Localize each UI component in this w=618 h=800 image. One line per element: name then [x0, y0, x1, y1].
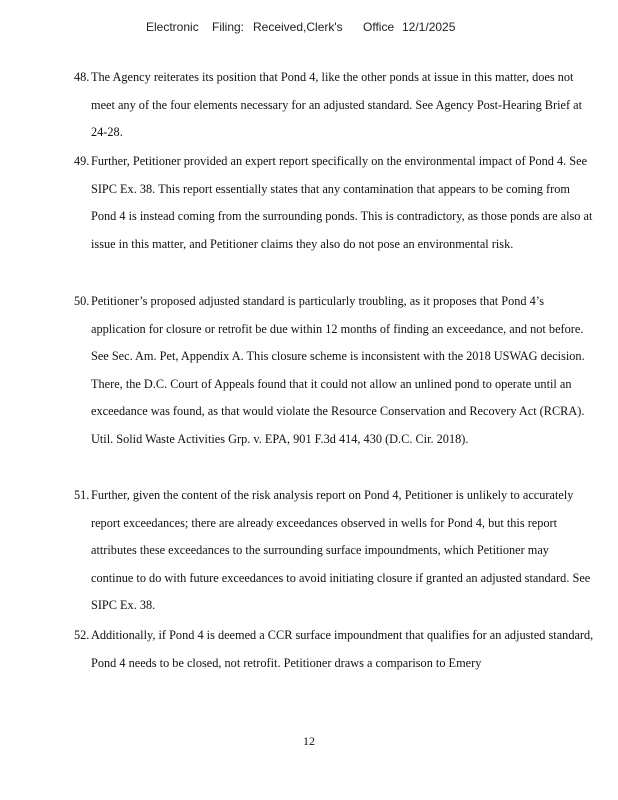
- paragraph-text: Additionally, if Pond 4 is deemed a CCR surface impoundment that qualifies for an adjusted standard, Pond 4 needs to be closed, not retrofit. Petitioner draws a comparison to Emery: [91, 628, 594, 670]
- paragraph-48: [74, 64, 594, 147]
- paragraph-text: Further, given the content of the risk analysis report on Pond 4, Petitioner is unlikely to accurately report exceedances; there are already exceedances observed in wells for Pond 4, but this report attributes these exceedances to the surrounding surface impoundments, which Petitioner may continue to do with future exceedances to avoid initiating closure if granted an adjusted standard. See SIPC Ex. 38.: [91, 488, 591, 613]
- paragraph-number: 51.: [74, 488, 90, 502]
- paragraph-text: Further, Petitioner provided an expert report specifically on the environmental impact of Pond 4. See SIPC Ex. 38. This report essentially states that any contamination that appears to be coming from Pond 4 is instead coming from the surrounding ponds. This is contradictory, as those ponds are also at issue in this matter, and Petitioner claims they also do not pose an environmental risk.: [91, 154, 593, 251]
- header-received: Received,Clerk's: [253, 20, 343, 34]
- paragraph-text: Petitioner’s proposed adjusted standard is particularly troubling, as it proposes that Pond 4’s application for closure or retrofit be due within 12 months of finding an exceedance, and not before. See Sec. Am. Pet, Appendix A. This closure scheme is inconsistent with the 2018 USWAG decision. There, the D.C. Court of Appeals found that it could not allow an unlined pond to operate until an exceedance was found, as that would violate the Resource Conservation and Recovery Act (RCRA). Util. Solid Waste Activities Grp. v. EPA, 901 F.3d 414, 430 (D.C. Cir. 2018).: [91, 294, 585, 446]
- paragraph-50: [74, 288, 594, 454]
- paragraph-51: [74, 482, 594, 620]
- paragraph-text: The Agency reiterates its position that Pond 4, like the other ponds at issue in this matter, does not meet any of the four elements necessary for an adjusted standard. See Agency Post-Hearing Brief at 24-28.: [91, 70, 583, 140]
- page-number: 12: [303, 734, 315, 748]
- paragraph-number: 48.: [74, 70, 90, 84]
- paragraph-number: 50.: [74, 294, 90, 308]
- header-filing: Filing:: [212, 20, 245, 34]
- header-date: 12/1/2025: [402, 20, 456, 34]
- paragraph-number: 52.: [74, 628, 90, 642]
- paragraph-49: [74, 148, 594, 258]
- paragraph-52: [74, 622, 594, 677]
- header-office: Office: [363, 20, 395, 34]
- paragraph-number: 49.: [74, 154, 90, 168]
- header-electronic: Electronic: [146, 20, 199, 34]
